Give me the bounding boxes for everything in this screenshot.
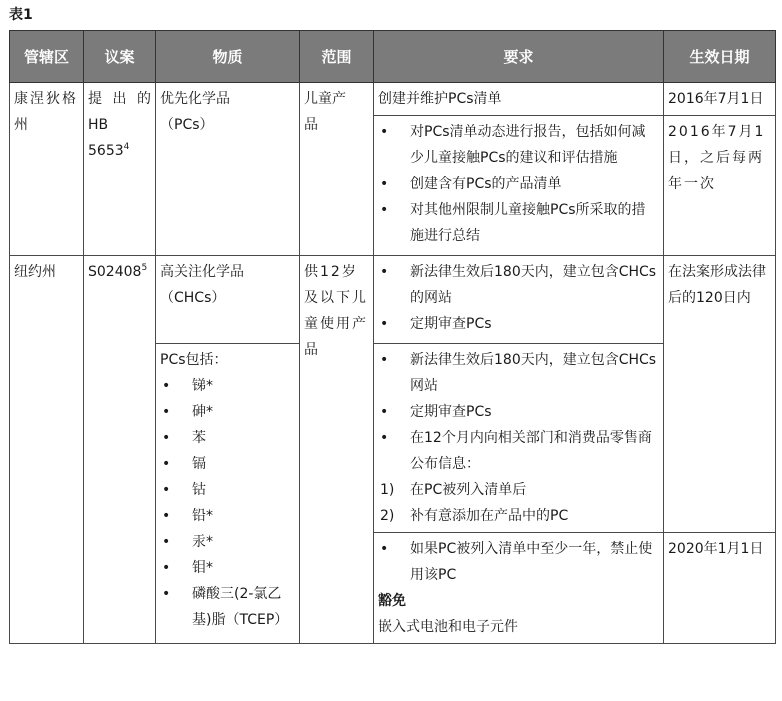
exemption-text: 嵌入式电池和电子元件 bbox=[378, 619, 518, 635]
list-item: • 汞* bbox=[160, 529, 295, 555]
cell-effective-date: 2016年7月1日，之后每两年一次 bbox=[664, 116, 776, 256]
requirement-list bbox=[378, 347, 659, 477]
substance-line: （CHCs） bbox=[160, 290, 226, 306]
cell-effective-date: 在法案形成法律后的120日内 bbox=[664, 256, 776, 533]
list-item: • 定期审查PCs bbox=[378, 311, 659, 337]
substance-line: 优先化学品 bbox=[160, 91, 230, 107]
cell-effective-date: 2020年1月1日 bbox=[664, 533, 776, 644]
substance-line: （PCs） bbox=[160, 117, 214, 133]
list-text: 在PC被列入清单后 bbox=[410, 482, 527, 498]
cell-requirement bbox=[374, 256, 664, 344]
cell-jurisdiction: 纽约州 bbox=[10, 256, 84, 644]
cell-requirement bbox=[374, 116, 664, 256]
cell-effective-date: 2016年7月1日 bbox=[664, 83, 776, 116]
list-item: • 创建含有PCs的产品清单 bbox=[378, 171, 659, 197]
header-effective-date: 生效日期 bbox=[664, 31, 776, 83]
table-row bbox=[10, 83, 776, 116]
cell-substance bbox=[156, 344, 300, 644]
list-item: • 苯 bbox=[160, 425, 295, 451]
numbered-list bbox=[378, 477, 659, 529]
cell-substance bbox=[156, 83, 300, 256]
footnote-ref: 5 bbox=[141, 263, 148, 273]
bill-number-text: S02408 bbox=[88, 264, 142, 280]
cell-requirement: 创建并维护PCs清单 bbox=[374, 83, 664, 116]
list-item: • 定期审查PCs bbox=[378, 399, 659, 425]
substance-list-title: PCs包括： bbox=[160, 352, 228, 368]
list-item: • 对其他州限制儿童接触PCs所采取的措施进行总结 bbox=[378, 197, 659, 249]
list-item bbox=[378, 503, 659, 529]
cell-requirement bbox=[374, 344, 664, 533]
header-requirement: 要求 bbox=[374, 31, 664, 83]
cell-bill bbox=[84, 83, 156, 256]
list-item: • 如果PC被列入清单中至少一年，禁止使用该PC bbox=[378, 536, 659, 588]
cell-bill bbox=[84, 256, 156, 644]
cell-jurisdiction: 康涅狄格州 bbox=[10, 83, 84, 256]
list-number: 1) bbox=[380, 482, 395, 498]
substance-list bbox=[160, 373, 295, 633]
header-bill: 议案 bbox=[84, 31, 156, 83]
requirement-list bbox=[378, 536, 659, 588]
requirement-list bbox=[378, 119, 659, 249]
list-item: • 磷酸三(2-氯乙基)脂（TCEP） bbox=[160, 581, 295, 633]
cell-requirement bbox=[374, 533, 664, 644]
list-item: • 砷* bbox=[160, 399, 295, 425]
table-caption: 表1 bbox=[9, 7, 33, 23]
exemption-title: 豁免 bbox=[378, 593, 406, 609]
requirement-list bbox=[378, 259, 659, 337]
list-item: • 新法律生效后180天内，建立包含CHCs的网站 bbox=[378, 259, 659, 311]
list-item: • 钴 bbox=[160, 477, 295, 503]
list-item: • 新法律生效后180天内，建立包含CHCs网站 bbox=[378, 347, 659, 399]
bill-number bbox=[88, 112, 151, 164]
list-item: • 锑* bbox=[160, 373, 295, 399]
bill-number-text: HB 5653 bbox=[88, 117, 124, 159]
header-row bbox=[10, 31, 776, 83]
list-item bbox=[378, 477, 659, 503]
list-item: • 钼* bbox=[160, 555, 295, 581]
substance-line: 高关注化学品 bbox=[160, 264, 244, 280]
list-item: • 镉 bbox=[160, 451, 295, 477]
table-row bbox=[10, 256, 776, 344]
header-jurisdiction: 管辖区 bbox=[10, 31, 84, 83]
header-substance: 物质 bbox=[156, 31, 300, 83]
cell-substance bbox=[156, 256, 300, 344]
list-text: 补有意添加在产品中的PC bbox=[410, 508, 569, 524]
list-item: • 在12个月内向相关部门和消费品零售商公布信息： bbox=[378, 425, 659, 477]
list-item: • 铅* bbox=[160, 503, 295, 529]
list-number: 2) bbox=[380, 508, 395, 524]
header-scope: 范围 bbox=[300, 31, 374, 83]
cell-scope: 供12岁及以下儿童使用产品 bbox=[300, 256, 374, 644]
cell-scope: 儿童产品 bbox=[300, 83, 374, 256]
bill-line: 提出的 bbox=[88, 91, 151, 107]
list-item: • 对PCs清单动态进行报告，包括如何减少儿童接触PCs的建议和评估措施 bbox=[378, 119, 659, 171]
regulation-table bbox=[9, 30, 776, 644]
footnote-ref: 4 bbox=[123, 142, 130, 152]
